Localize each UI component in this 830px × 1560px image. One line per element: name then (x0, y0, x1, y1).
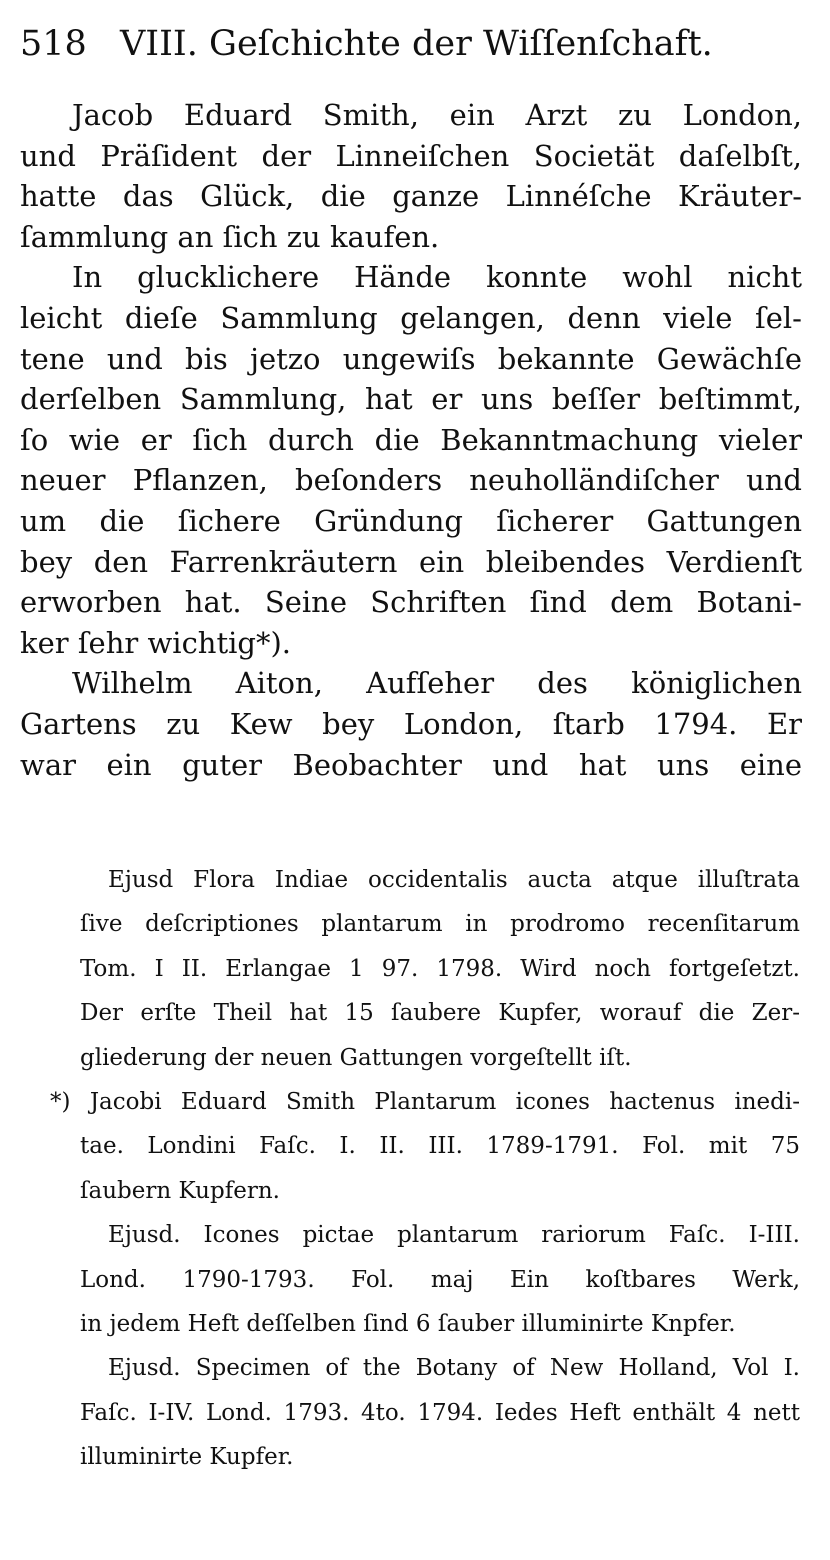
footnote-line: tae. Londini Faſc. I. II. III. 1789-1791. Fol. mit 75 (80, 1133, 800, 1160)
main-text (20, 95, 802, 785)
text-line: neuer Pflanzen, beſonders neuholländiſcher und (20, 463, 802, 498)
text-line: leicht dieſe Sammlung gelangen, denn viele ſel- (20, 300, 802, 335)
footnote-line: Ejusd. Icones pictae plantarum rariorum Faſc. I-III. (108, 1222, 800, 1249)
running-header (20, 22, 802, 66)
chapter-title: VIII. Geſchichte der Wiſſenſchaft. (120, 24, 713, 64)
footnote-line: *) Jacobi Eduard Smith Plantarum icones hactenus inedi- (50, 1088, 800, 1115)
text-line: erworben hat. Seine Schriften ſind dem Botani- (20, 585, 802, 620)
text-line: und Präſident der Linneiſchen Societät daſelbſt, (20, 138, 802, 173)
footnote-line: ſaubern Kupfern. (80, 1177, 280, 1204)
footnote-line: in jedem Heft deſſelben ſind 6 ſauber illuminirte Knpfer. (80, 1310, 736, 1337)
footnote-line: gliederung der neuen Gattungen vorgeſtellt iſt. (80, 1044, 632, 1071)
text-line: ſammlung an ſich zu kaufen. (20, 219, 440, 254)
text-line: ker ſehr wichtig*). (20, 625, 292, 660)
text-line: derſelben Sammlung, hat er uns beſſer beſtimmt, (20, 382, 802, 417)
footnote-line: Ejusd. Specimen of the Botany of New Holland, Vol I. (108, 1355, 800, 1382)
footnote-line: Der erſte Theil hat 15 ſaubere Kupfer, worauf die Zer- (80, 1000, 800, 1027)
text-line: tene und bis jetzo ungewiſs bekannte Gewächſe (20, 341, 802, 376)
text-line: Jacob Eduard Smith, ein Arzt zu London, (72, 98, 802, 132)
text-line: bey den Farrenkräutern ein bleibendes Verdienſt (20, 544, 802, 579)
text-line: hatte das Glück, die ganze Linnéſche Kräuter- (20, 179, 802, 214)
text-line: um die ſichere Gründung ſicherer Gattungen (20, 503, 802, 538)
text-line: Wilhelm Aiton, Aufſeher des königlichen (72, 666, 802, 701)
footnotes (50, 858, 800, 1479)
text-line: ſo wie er ſich durch die Bekanntmachung vieler (20, 422, 802, 457)
text-line: war ein guter Beobachter und hat uns eine (20, 747, 802, 782)
page-number: 518 (20, 24, 87, 64)
footnote-line: Lond. 1790-1793. Fol. maj Ein koſtbares Werk, (80, 1266, 800, 1293)
footnote-line: Ejusd Flora Indiae occidentalis aucta atque illuſtrata (108, 867, 800, 893)
footnote-line: illuminirte Kupfer. (80, 1444, 294, 1471)
text-line: Gartens zu Kew bey London, ſtarb 1794. Er (20, 706, 802, 741)
footnote-line: Faſc. I-IV. Lond. 1793. 4to. 1794. Iedes Heft enthält 4 nett (80, 1399, 800, 1426)
footnote-line: Tom. I II. Erlangae 1 97. 1798. Wird noch fortgeſetzt. (80, 955, 800, 982)
text-line: In glucklichere Hände konnte wohl nicht (72, 260, 802, 295)
footnote-line: ſive deſcriptiones plantarum in prodromo recenſitarum (80, 911, 800, 938)
